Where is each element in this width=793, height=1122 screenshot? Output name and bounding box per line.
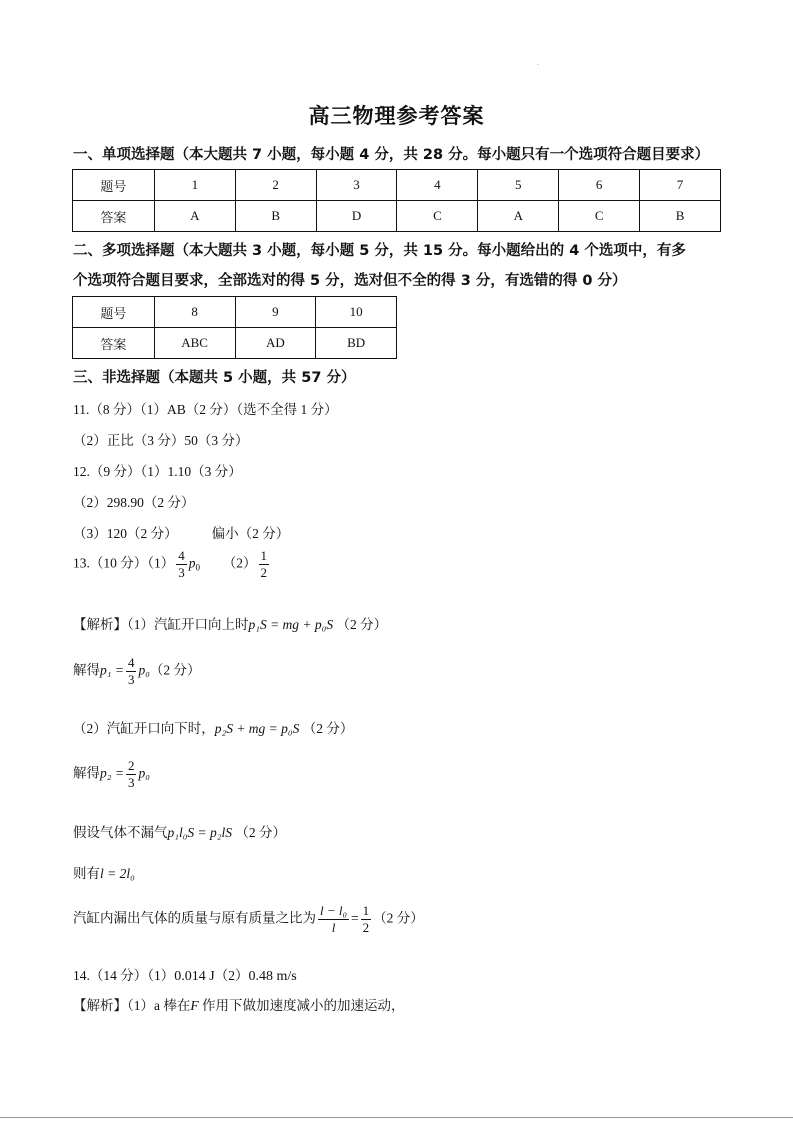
q11-answer-line1: 11.（8 分）（1）AB（2 分）（选不全得 1 分）: [73, 402, 338, 417]
question-number: 1: [154, 170, 235, 201]
section3-heading: 三、非选择题（本题共 5 小题，共 57 分）: [73, 370, 356, 386]
q12-answer-line3: [73, 522, 289, 542]
question-number: 9: [235, 297, 316, 328]
question-number: 10: [316, 297, 397, 328]
answer-cell: B: [640, 201, 721, 232]
page-title: 高三物理参考答案: [308, 104, 485, 128]
q11-answer-line2: （2）正比（3 分）50（3 分）: [73, 433, 249, 448]
table-row: [73, 201, 721, 232]
section2-heading-line2: 个选项符合题目要求，全部选对的得 5 分，选对但不全的得 3 分，有选错的得 0 分）: [73, 273, 627, 289]
q14-answer2: 0.48 m/s: [248, 969, 297, 984]
q14-part2-label: （2）: [214, 968, 249, 983]
subscript: 0: [195, 562, 200, 573]
section1-answer-table: [72, 169, 721, 232]
answer-cell: C: [559, 201, 640, 232]
numerator: 1: [260, 548, 267, 563]
q13-answer-line: [73, 548, 271, 581]
score: （2 分）: [149, 662, 201, 678]
q12-answer-line1: 12.（9 分）（1）1.10（3 分）: [73, 464, 242, 479]
denominator: 3: [127, 672, 135, 687]
question-number: 6: [559, 170, 640, 201]
denominator: l: [331, 920, 336, 935]
equation-lhs: p₂ =: [100, 765, 124, 781]
fraction: [176, 548, 187, 581]
numerator: 4: [178, 548, 185, 563]
q13-prefix: 13.（10 分）（1）: [73, 555, 175, 571]
q14-answer1: 0.014 J: [174, 969, 215, 984]
q13-step5: [73, 821, 286, 841]
question-number: 8: [154, 297, 235, 328]
step-label: 解得: [73, 765, 100, 781]
step-label: 解得: [73, 662, 100, 678]
equation-rhs: p₀: [138, 662, 150, 678]
q13-step2: [73, 655, 201, 688]
answer-cell: A: [478, 201, 559, 232]
equation: l = 2l₀: [100, 866, 135, 881]
denominator: 2: [260, 565, 267, 580]
fraction: [126, 758, 137, 791]
q14-analysis-line: [73, 994, 405, 1014]
q12-answer-line2: （2）298.90（2 分）: [73, 495, 195, 510]
answer-cell: ABC: [154, 328, 235, 359]
answer-cell: B: [235, 201, 316, 232]
step-label: 汽缸内漏出气体的质量与原有质量之比为: [73, 910, 316, 926]
row-label-answer: 答案: [73, 201, 155, 232]
q12-part3-answer: （3）120（2 分）: [73, 526, 178, 541]
equation: p₁l₀S = p₂lS: [167, 825, 232, 840]
equation-lhs: p₁ =: [100, 662, 124, 678]
row-label-answer: 答案: [73, 328, 155, 359]
step-label: 则有: [73, 866, 100, 881]
table-row: [73, 297, 397, 328]
question-number: 5: [478, 170, 559, 201]
section2-answer-table: [72, 296, 397, 359]
row-label-question: 题号: [73, 297, 155, 328]
table-row: [73, 170, 721, 201]
equals-sign: =: [351, 910, 359, 926]
answer-cell: D: [316, 201, 397, 232]
section1-heading: 一、单项选择题（本大题共 7 小题，每小题 4 分，共 28 分。每小题只有一个选项符合题目要求）: [73, 147, 710, 163]
page-bottom-rule: [0, 1117, 793, 1118]
q14-prefix: 14.（14 分）（1）: [73, 968, 175, 983]
score: （2 分）: [373, 910, 424, 926]
fraction: [259, 548, 270, 581]
numerator: 4: [127, 655, 135, 670]
fraction: [318, 903, 349, 936]
equation-rhs: p₀: [138, 765, 150, 781]
score: （2 分）: [235, 825, 286, 840]
question-number: 4: [397, 170, 478, 201]
row-label-question: 题号: [73, 170, 155, 201]
numerator: l − l₀: [320, 903, 348, 918]
step-label: 假设气体不漏气: [73, 825, 168, 840]
denominator: 2: [362, 920, 370, 935]
section2-heading-line1: 二、多项选择题（本大题共 3 小题，每小题 5 分，共 15 分。每小题给出的 4 个选项中，有多: [73, 243, 686, 259]
equation: p₁S = mg + p₀S: [248, 617, 334, 632]
answer-cell: C: [397, 201, 478, 232]
score: （2 分）: [336, 617, 388, 632]
score: （2 分）: [302, 721, 354, 736]
denominator: 3: [178, 565, 185, 580]
numerator: 2: [127, 758, 135, 773]
question-number: 7: [640, 170, 721, 201]
var-p: p: [188, 555, 196, 571]
step-text: 作用下做加速度减小的加速运动，: [202, 998, 405, 1013]
question-number: 3: [316, 170, 397, 201]
fraction: [361, 903, 372, 936]
question-number: 2: [235, 170, 316, 201]
answer-cell: AD: [235, 328, 316, 359]
q13-step3: [73, 717, 353, 737]
equation: p₂S + mg = p₀S: [214, 721, 300, 736]
fraction: [126, 655, 137, 688]
denominator: 3: [127, 775, 135, 790]
q13-step7: [73, 903, 424, 936]
step-label: 【解析】（1）a 棒在: [73, 998, 191, 1013]
answer-cell: A: [154, 201, 235, 232]
q12-part3-bias: 偏小（2 分）: [211, 526, 290, 541]
q13-part2-label: （2）: [222, 555, 257, 571]
variable: F: [190, 998, 199, 1013]
q13-step1: [73, 613, 387, 633]
q13-step6: [73, 862, 135, 882]
answer-cell: BD: [316, 328, 397, 359]
step-label: 【解析】（1）汽缸开口向上时: [73, 617, 249, 632]
q14-answer-line: [73, 964, 297, 985]
step-label: （2）汽缸开口向下时，: [73, 721, 215, 736]
scan-mark: ·: [537, 62, 539, 69]
numerator: 1: [362, 903, 370, 918]
q13-step4: [73, 758, 150, 791]
table-row: [73, 328, 397, 359]
